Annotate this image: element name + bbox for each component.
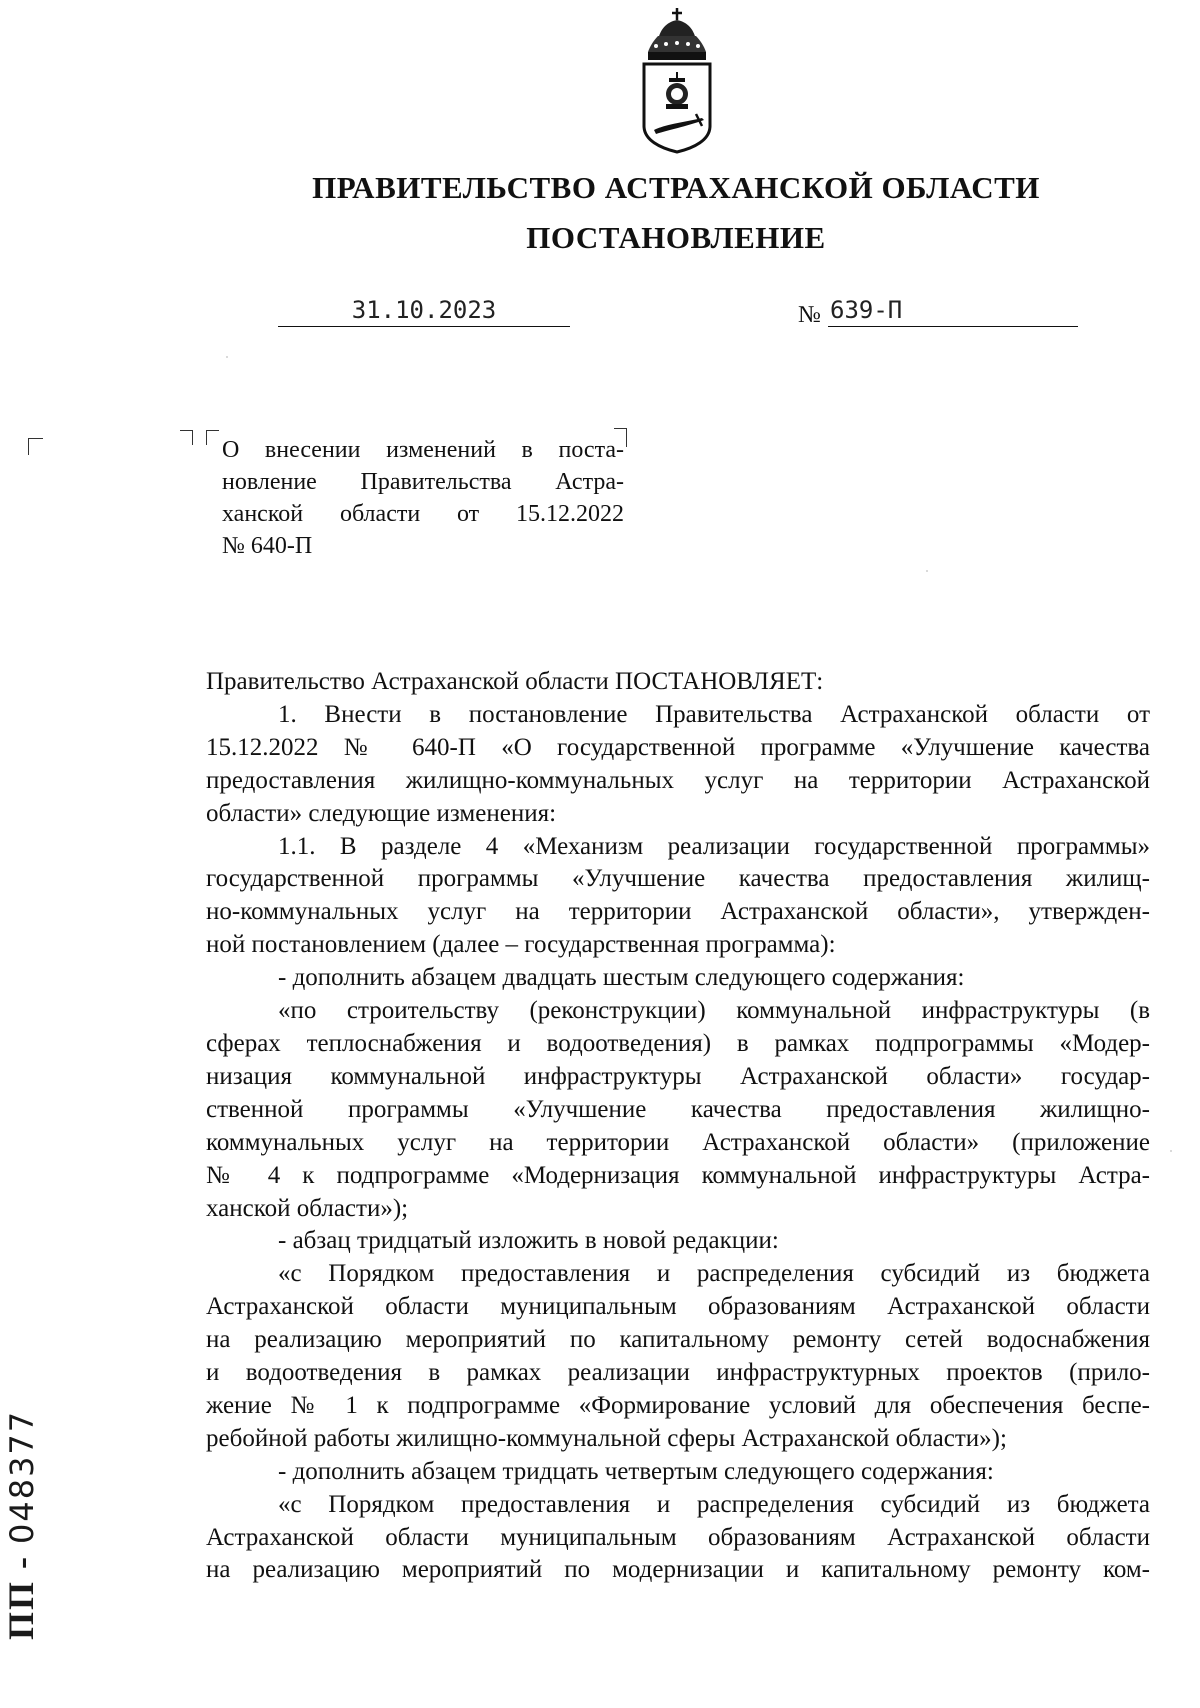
organization-title: ПРАВИТЕЛЬСТВО АСТРАХАНСКОЙ ОБЛАСТИ — [312, 170, 1040, 205]
registration-code-number: 048377 — [3, 1409, 41, 1544]
corner-mark-subject-left-inner — [206, 430, 219, 445]
body-line: но-коммунальных услуг на территории Астраханской области», утвержден- — [206, 898, 1150, 926]
registration-code-prefix: ПП - — [1, 1555, 41, 1640]
body-line: ственной программы «Улучшение качества предоставления жилищно- — [206, 1095, 1150, 1123]
subject-line: № 640-П — [222, 533, 313, 559]
document-body — [206, 666, 1150, 1587]
body-line: области» следующие изменения: — [206, 799, 557, 827]
number-underline — [828, 326, 1078, 327]
number-sign: № — [798, 302, 821, 328]
body-line: 1.1. В разделе 4 «Механизм реализации государственной программы» — [278, 832, 1150, 860]
body-line: 1. Внести в постановление Правительства Астраханской области от — [278, 700, 1150, 728]
body-line: № 4 к подпрограмме «Модернизация коммунальной инфраструктуры Астра- — [206, 1161, 1150, 1189]
body-line: государственной программы «Улучшение качества предоставления жилищ- — [206, 865, 1150, 893]
corner-mark-subject-left-outer — [180, 430, 193, 445]
document-date: 31.10.2023 — [351, 296, 497, 324]
body-line: ребойной работы жилищно-коммунальной сферы Астраханской области»); — [206, 1424, 1007, 1452]
body-line: на реализацию мероприятий по модернизации и капитальному ремонту ком- — [206, 1556, 1150, 1584]
registration-code-vertical — [0, 1410, 42, 1640]
body-line: предоставления жилищно-коммунальных услуг на территории Астраханской — [206, 766, 1150, 794]
body-line: Астраханской области муниципальным образованиям Астраханской области — [206, 1293, 1150, 1321]
coat-of-arms-emblem — [636, 6, 718, 154]
scan-speck — [1170, 1150, 1172, 1152]
date-underline — [278, 326, 570, 327]
scan-speck — [226, 356, 228, 358]
corner-mark-left — [28, 438, 43, 455]
body-line: жение № 1 к подпрограмме «Формирование условий для обеспечения беспе- — [206, 1391, 1150, 1419]
body-line: ной постановлением (далее – государственная программа): — [206, 931, 836, 959]
document-subject — [222, 434, 624, 562]
body-line: ханской области»); — [206, 1194, 409, 1222]
body-line: «с Порядком предоставления и распределения субсидий из бюджета — [278, 1490, 1150, 1518]
body-line: - дополнить абзацем тридцать четвертым следующего содержания: — [278, 1457, 994, 1485]
subject-line: О внесении изменений в поста- — [222, 437, 624, 463]
scan-speck — [926, 570, 928, 572]
subject-line: новление Правительства Астра- — [222, 469, 624, 495]
body-line: - абзац тридцатый изложить в новой редакции: — [278, 1227, 779, 1255]
body-line: сферах теплоснабжения и водоотведения) в рамках подпрограммы «Модер- — [206, 1029, 1150, 1057]
document-type-title: ПОСТАНОВЛЕНИЕ — [526, 220, 826, 255]
body-line: 15.12.2022 № 640-П «О государственной программе «Улучшение качества — [206, 733, 1150, 761]
body-line: Астраханской области муниципальным образованиям Астраханской области — [206, 1523, 1150, 1551]
body-line: низация коммунальной инфраструктуры Астраханской области» государ- — [206, 1062, 1150, 1090]
body-line: - дополнить абзацем двадцать шестым следующего содержания: — [278, 964, 965, 992]
subject-line: ханской области от 15.12.2022 — [222, 501, 624, 527]
body-line: «с Порядком предоставления и распределения субсидий из бюджета — [278, 1260, 1150, 1288]
body-line: и водоотведения в рамках реализации инфраструктурных проектов (прило- — [206, 1359, 1150, 1387]
body-line: «по строительству (реконструкции) коммунальной инфраструктуры (в — [278, 997, 1150, 1025]
body-line: коммунальных услуг на территории Астраханской области» (приложение — [206, 1128, 1150, 1156]
document-number: 639-П — [830, 296, 903, 324]
body-line: Правительство Астраханской области ПОСТАНОВЛЯЕТ: — [206, 668, 824, 695]
body-line: на реализацию мероприятий по капитальному ремонту сетей водоснабжения — [206, 1326, 1150, 1354]
